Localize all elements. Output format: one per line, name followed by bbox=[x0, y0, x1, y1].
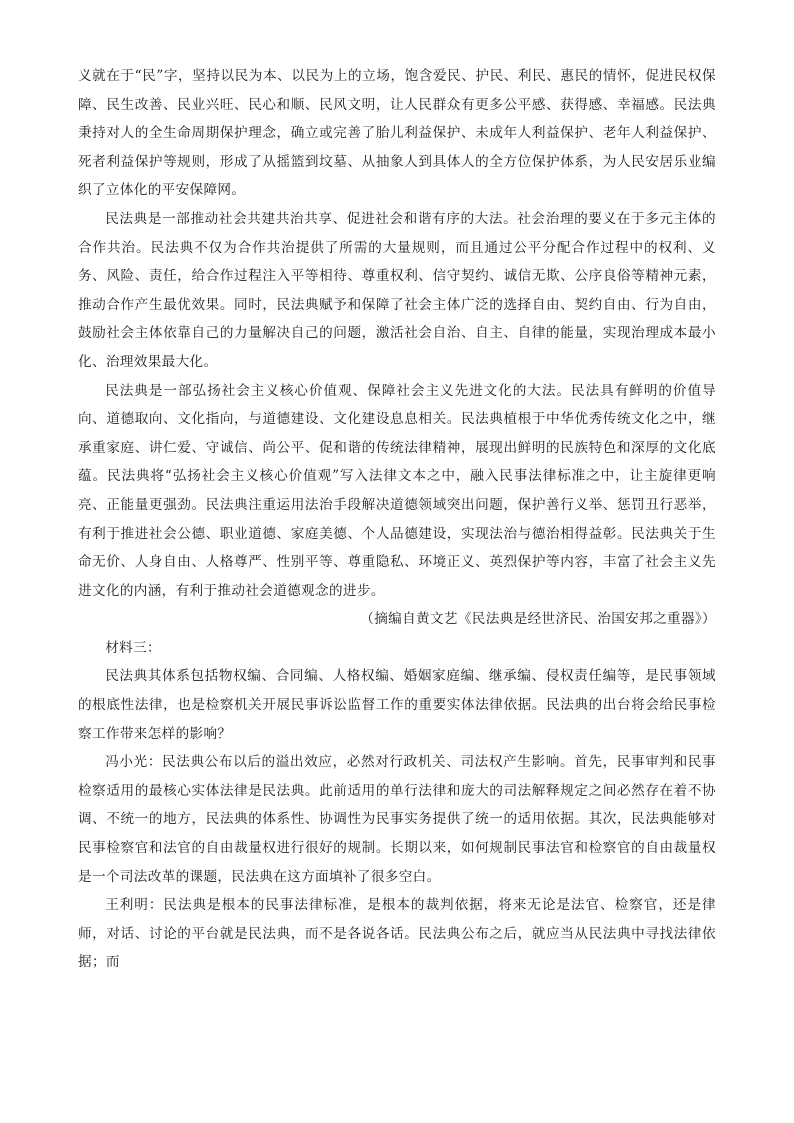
document-page bbox=[78, 62, 716, 977]
body-paragraph-1: 义就在于“民”字，坚持以民为本、以民为上的立场，饱含爱民、护民、利民、惠民的情怀，促进民权保障、民生改善、民业兴旺、民心和顺、民风文明，让人民群众有更多公平感、获得感、幸福感。民法典秉持对人的全生命周期保护理念，确立或完善了胎儿利益保护、未成年人利益保护、老年人利益保护、死者利益保护等规则，形成了从摇篮到坟墓、从抽象人到具体人的全方位保护体系，为人民安居乐业编织了立体化的平安保障网。 bbox=[78, 68, 716, 199]
material-paragraph-2: 冯小光：民法典公布以后的溢出效应，必然对行政机关、司法权产生影响。首先，民事审判和民事检察适用的最核心实体法律是民法典。此前适用的单行法律和庞大的司法解释规定之间必然存在着不协调、不统一的地方，民法典的体系性、协调性为民事实务提供了统一的适用依据。其次，民法典能够对民事检察官和法官的自由裁量权进行很好的规制。长期以来，如何规制民事法官和检察官的自由裁量权是一个司法改革的课题，民法典在这方面填补了很多空白。 bbox=[78, 754, 716, 885]
material-paragraph-3: 王利明：民法典是根本的民事法律标准，是根本的裁判依据，将来无论是法官、检察官，还是律师，对话、讨论的平台就是民法典，而不是各说各话。民法典公布之后，就应当从民法典中寻找法律依据；而 bbox=[78, 897, 716, 971]
body-paragraph-2: 民法典是一部推动社会共建共治共享、促进社会和谐有序的大法。社会治理的要义在于多元主体的合作共治。民法典不仅为合作共治提供了所需的大量规则，而且通过公平分配合作过程中的权利、义务、风险、责任，给合作过程注入平等相待、尊重权利、信守契约、诚信无欺、公序良俗等精神元素，推动合作产生最优效果。同时，民法典赋予和保障了社会主体广泛的选择自由、契约自由、行为自由，鼓励社会主体依靠自己的力量解决自己的问题，激活社会自治、自主、自律的能量，实现治理成本最小化、治理效果最大化。 bbox=[78, 210, 716, 370]
body-paragraph-3: 民法典是一部弘扬社会主义核心价值观、保障社会主义先进文化的大法。民法具有鲜明的价值导向、道德取向、文化指向，与道德建设、文化建设息息相关。民法典植根于中华优秀传统文化之中，继承重家庭、讲仁爱、守诚信、尚公平、促和谐的传统法律精神，展现出鲜明的民族特色和深厚的文化底蕴。民法典将“弘扬社会主义核心价值观”写入法律文本之中，融入民事法律标准之中，让主旋律更响亮、正能量更强劲。民法典注重运用法治手段解决道德领域突出问题，保护善行义举、惩罚丑行恶举，有利于推进社会公德、职业道德、家庭美德、个人品德建设，实现法治与德治相得益彰。民法典关于生命无价、人身自由、人格尊严、性别平等、尊重隐私、环境正义、英烈保护等内容，丰富了社会主义先进文化的内涵，有利于推动社会道德观念的进步。 bbox=[78, 382, 716, 599]
material-label: 材料三： bbox=[105, 639, 161, 656]
source-citation: （摘编自黄文艺《民法典是经世济民、治国安邦之重器》） bbox=[360, 611, 716, 628]
material-paragraph-1: 民法典其体系包括物权编、合同编、人格权编、婚姻家庭编、继承编、侵权责任编等，是民事领域的根底性法律，也是检察机关开展民事诉讼监督工作的重要实体法律依据。民法典的出台将会给民事检察工作带来怎样的影响？ bbox=[78, 668, 716, 742]
